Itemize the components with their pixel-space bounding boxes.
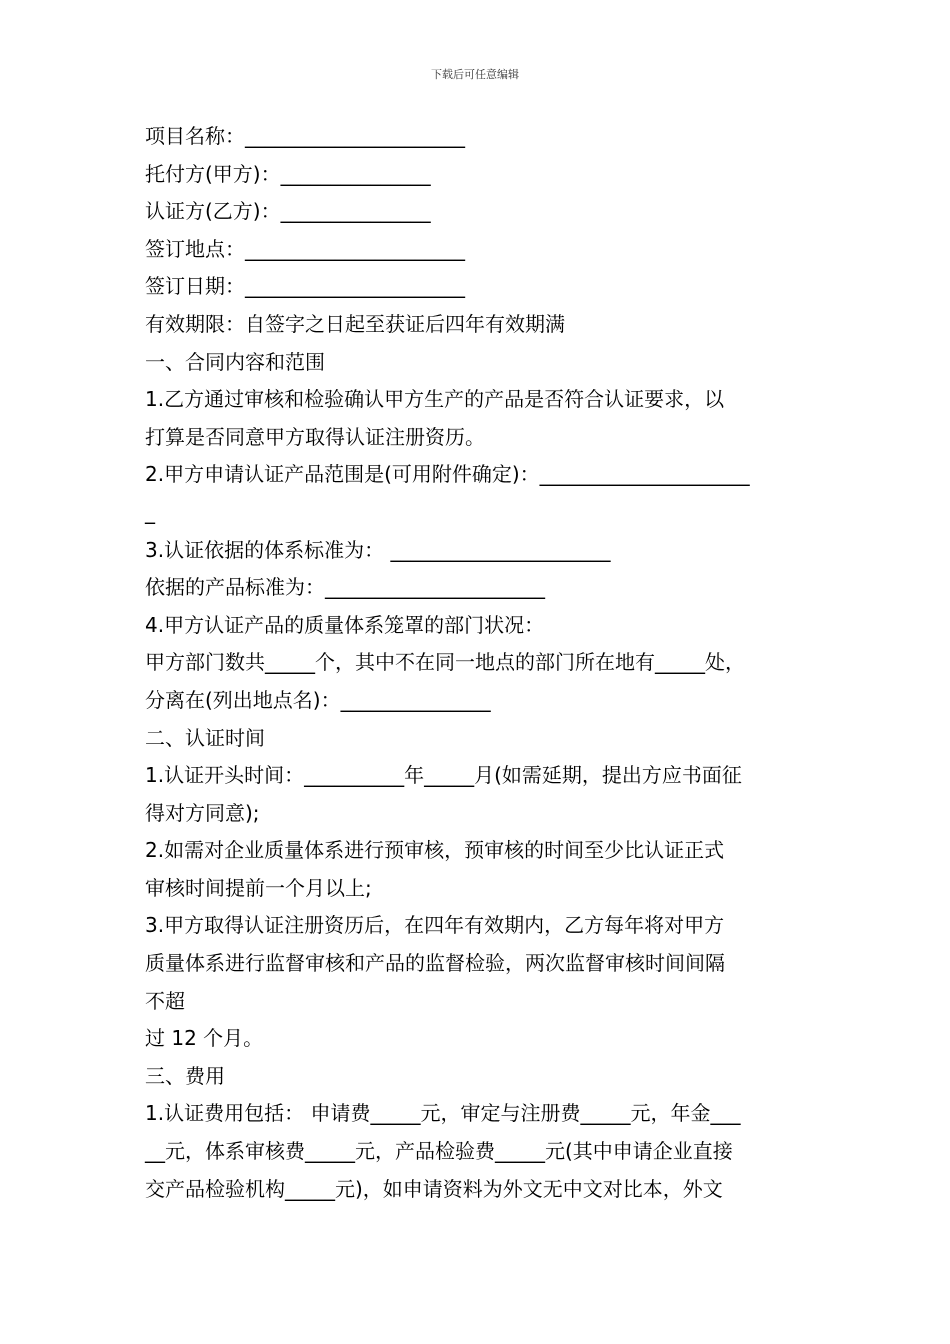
clause-1-2-line-1: 2.甲方申请认证产品范围是(可用附件确定)：_____________________ <box>145 462 750 487</box>
field-project-name: 项目名称：______________________ <box>145 124 465 148</box>
clause-1-2-line-2: _ <box>145 499 155 524</box>
clause-1-1-line-1: 1.乙方通过审核和检验确认甲方生产的产品是否符合认证要求，以 <box>145 387 725 412</box>
page-header: 下载后可任意编辑 <box>431 68 519 81</box>
clause-3-1-line-1: 1.认证费用包括： 申请费_____元，审定与注册费_____元，年金___ <box>145 1101 741 1126</box>
field-sign-date: 签订日期：______________________ <box>145 274 465 299</box>
section-title-2: 二、认证时间 <box>145 725 265 750</box>
field-party-b: 认证方(乙方)：_______________ <box>145 199 431 224</box>
clause-3-1-line-2: __元，体系审核费_____元，产品检验费_____元(其中申请企业直接 <box>145 1139 733 1164</box>
clause-1-3-line-1: 3.认证依据的体系标准为： ______________________ <box>145 537 611 562</box>
clause-2-1-line-1: 1.认证开头时间：__________年_____月(如需延期，提出方应书面征 <box>145 763 742 788</box>
clause-1-4-line-2: 甲方部门数共_____个，其中不在同一地点的部门所在地有_____处， <box>145 650 745 675</box>
clause-2-2-line-1: 2.如需对企业质量体系进行预审核，预审核的时间至少比认证正式 <box>145 838 725 863</box>
clause-2-3-line-3: 不超 <box>145 988 185 1013</box>
clause-2-2-line-2: 审核时间提前一个月以上; <box>145 875 372 900</box>
clause-3-1-line-3: 交产品检验机构_____元)，如申请资料为外文无中文对比本，外文 <box>145 1176 723 1201</box>
clause-2-3-line-4: 过 12 个月。 <box>145 1026 264 1051</box>
clause-2-3-line-1: 3.甲方取得认证注册资历后，在四年有效期内，乙方每年将对甲方 <box>145 913 725 938</box>
clause-1-3-line-2: 依据的产品标准为：______________________ <box>145 575 545 600</box>
clause-1-4-line-3: 分离在(列出地点名)：_______________ <box>145 687 491 712</box>
clause-1-1-line-2: 打算是否同意甲方取得认证注册资历。 <box>145 424 485 449</box>
field-sign-place: 签订地点：______________________ <box>145 236 465 261</box>
clause-2-1-line-2: 得对方同意); <box>145 800 260 825</box>
field-validity: 有效期限：自签字之日起至获证后四年有效期满 <box>145 311 565 336</box>
section-title-3: 三、费用 <box>145 1063 225 1088</box>
clause-1-4-line-1: 4.甲方认证产品的质量体系笼罩的部门状况： <box>145 612 545 637</box>
document-body <box>145 118 825 1208</box>
clause-2-3-line-2: 质量体系进行监督审核和产品的监督检验，两次监督审核时间间隔 <box>145 951 725 976</box>
section-title-1: 一、合同内容和范围 <box>145 349 325 374</box>
field-party-a: 托付方(甲方)：_______________ <box>145 161 431 186</box>
